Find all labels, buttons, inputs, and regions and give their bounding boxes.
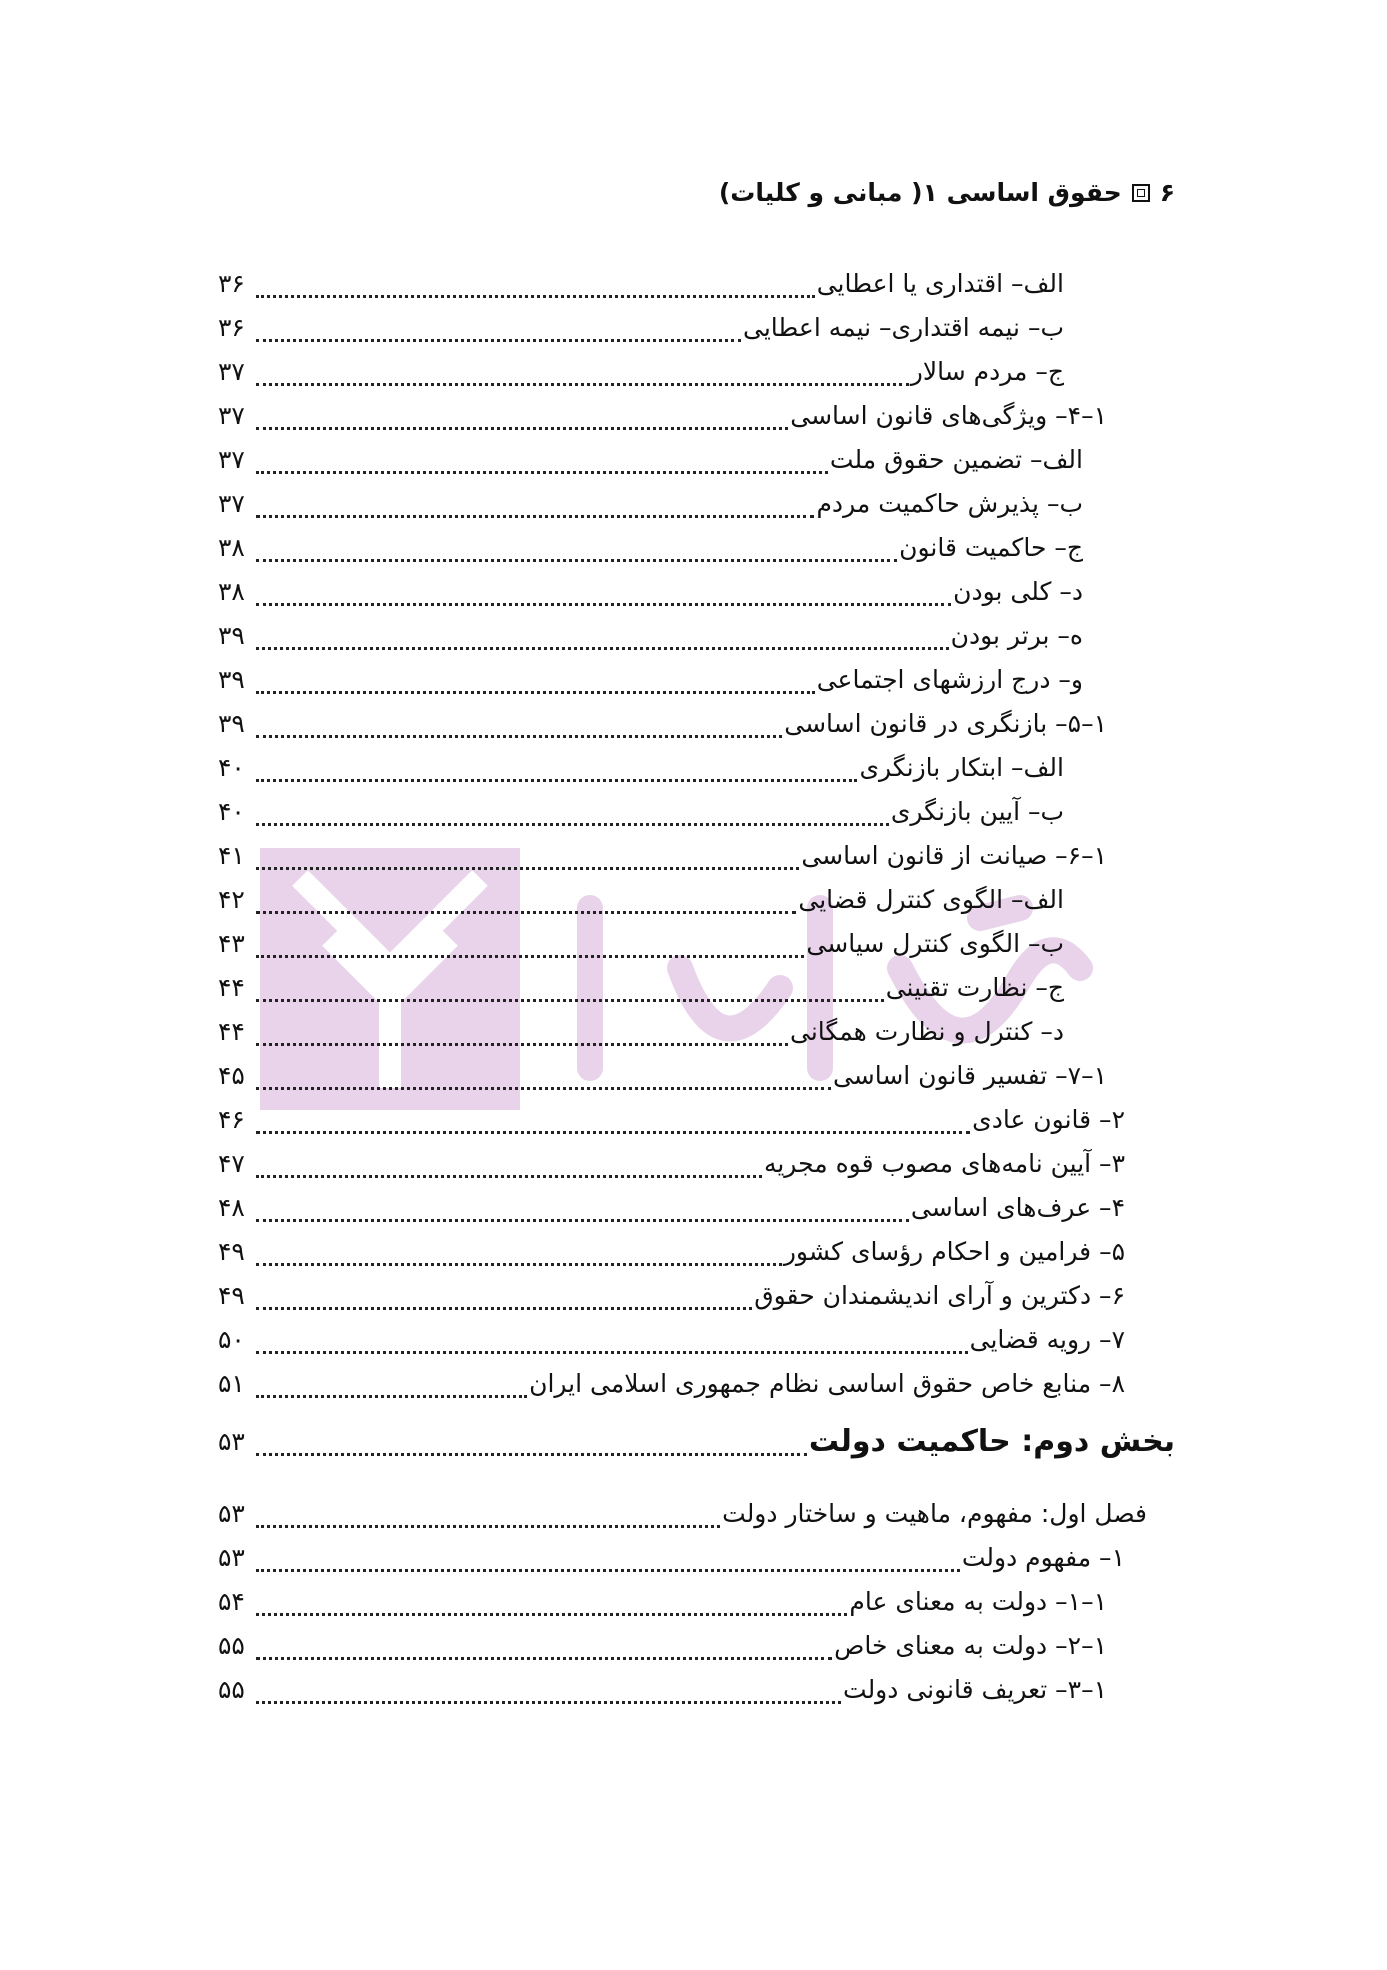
- toc-entry[interactable]: [218, 440, 1083, 480]
- toc-entry[interactable]: [218, 396, 1107, 436]
- toc-entry[interactable]: [218, 264, 1064, 304]
- toc-entry-page: ۳۶: [218, 313, 245, 342]
- toc-entry-title: الف– اقتداری یا اعطایی: [816, 269, 1064, 298]
- toc-entry-page: ۳۷: [218, 401, 245, 430]
- leader-dots: [256, 603, 951, 606]
- leader-dots: [256, 691, 815, 694]
- toc-entry[interactable]: [218, 528, 1083, 568]
- toc-entry[interactable]: [218, 572, 1083, 612]
- toc-entry-title: الف– الگوی کنترل قضایی: [798, 885, 1064, 914]
- toc-entry-title: ه– برتر بودن: [950, 621, 1083, 650]
- toc-entry-title: ۱–۷– تفسیر قانون اساسی: [832, 1061, 1107, 1090]
- leader-dots: [256, 1131, 970, 1134]
- leader-dots: [256, 1657, 832, 1660]
- toc-entry-page: ۴۹: [218, 1281, 245, 1310]
- toc-entry-title: ب– آیین بازنگری: [890, 797, 1064, 826]
- toc-entry-title: بخش دوم: حاکمیت دولت: [808, 1424, 1175, 1459]
- toc-entry-title: ج– مردم سالار: [910, 357, 1064, 386]
- toc-part-heading[interactable]: [218, 1418, 1175, 1466]
- toc-entry[interactable]: [218, 1626, 1107, 1666]
- toc-entry-page: ۴۱: [218, 841, 245, 870]
- toc-entry[interactable]: [218, 660, 1083, 700]
- toc-entry[interactable]: [218, 616, 1083, 656]
- toc-entry-page: ۳۹: [218, 621, 245, 650]
- toc-entry-title: ج– حاکمیت قانون: [899, 533, 1083, 562]
- toc-entry[interactable]: [218, 1364, 1125, 1404]
- running-head: [719, 178, 1175, 207]
- toc-entry-title: ۱–۴– ویژگی‌های قانون اساسی: [790, 401, 1107, 430]
- toc-entry-title: الف– تضمین حقوق ملت: [829, 445, 1083, 474]
- toc-entry[interactable]: [218, 1232, 1125, 1272]
- toc-entry-page: ۵۰: [218, 1325, 245, 1354]
- leader-dots: [256, 1569, 960, 1572]
- toc-entry-title: ب– الگوی کنترل سیاسی: [806, 929, 1064, 958]
- toc-entry-page: ۳۷: [218, 357, 245, 386]
- toc-entry-page: ۴۲: [218, 885, 245, 914]
- toc-entry-title: ۵– فرامین و احکام رؤسای کشور: [783, 1237, 1125, 1266]
- leader-dots: [256, 1351, 968, 1354]
- toc-entry-page: ۵۳: [218, 1543, 245, 1572]
- toc-entry-title: ۴– عرف‌های اساسی: [910, 1193, 1125, 1222]
- square-ornament-icon: [1132, 184, 1150, 202]
- toc-entry-page: ۴۴: [218, 1017, 245, 1046]
- toc-entry-page: ۴۰: [218, 753, 245, 782]
- leader-dots: [256, 647, 949, 650]
- toc-entry-title: ۱– مفهوم دولت: [961, 1543, 1125, 1572]
- toc-entry[interactable]: [218, 880, 1064, 920]
- toc-entry[interactable]: [218, 1582, 1107, 1622]
- toc-entry-title: ۱–۲– دولت به معنای خاص: [834, 1631, 1107, 1660]
- toc-entry-page: ۴۸: [218, 1193, 245, 1222]
- toc-entry-title: ۱–۵– بازنگری در قانون اساسی: [784, 709, 1107, 738]
- leader-dots: [256, 823, 889, 826]
- leader-dots: [256, 1307, 752, 1310]
- leader-dots: [256, 867, 799, 870]
- leader-dots: [256, 295, 815, 298]
- toc-entry-page: ۴۴: [218, 973, 245, 1002]
- toc-entry[interactable]: [218, 484, 1083, 524]
- toc-entry[interactable]: [218, 1538, 1125, 1578]
- toc-entry-page: ۴۰: [218, 797, 245, 826]
- leader-dots: [256, 471, 828, 474]
- toc-entry[interactable]: [218, 924, 1064, 964]
- toc-entry-page: ۵۳: [218, 1427, 245, 1456]
- leader-dots: [256, 1613, 847, 1616]
- leader-dots: [256, 779, 857, 782]
- toc-entry-title: ۱–۳– تعریف قانونی دولت: [843, 1675, 1107, 1704]
- toc-entry-page: ۴۶: [218, 1105, 245, 1134]
- toc-entry-title: د– کنترل و نظارت همگانی: [790, 1017, 1064, 1046]
- toc-entry-title: ۳– آیین نامه‌های مصوب قوه مجریه: [763, 1149, 1125, 1178]
- toc-entry[interactable]: [218, 836, 1107, 876]
- toc-entry-title: د– کلی بودن: [953, 577, 1083, 606]
- toc-entry[interactable]: [218, 1012, 1064, 1052]
- leader-dots: [256, 1219, 909, 1222]
- leader-dots: [256, 955, 804, 958]
- leader-dots: [256, 559, 897, 562]
- leader-dots: [256, 911, 796, 914]
- leader-dots: [256, 383, 909, 386]
- toc-entry-page: ۴۹: [218, 1237, 245, 1266]
- toc-entry-title: ۷– رویه قضایی: [969, 1325, 1125, 1354]
- toc-entry-page: ۳۹: [218, 709, 245, 738]
- toc-entry-title: ۲– قانون عادی: [972, 1105, 1125, 1134]
- toc-entry-page: ۵۳: [218, 1499, 245, 1528]
- toc-entry-title: و– درج ارزشهای اجتماعی: [816, 665, 1083, 694]
- toc-entry-page: ۴۳: [218, 929, 245, 958]
- toc-entry-page: ۴۷: [218, 1149, 245, 1178]
- toc-entry[interactable]: [218, 308, 1064, 348]
- toc-entry-page: ۵۴: [218, 1587, 245, 1616]
- toc-entry[interactable]: [218, 1320, 1125, 1360]
- leader-dots: [256, 515, 814, 518]
- toc-entry-page: ۳۹: [218, 665, 245, 694]
- toc-entry-page: ۳۷: [218, 489, 245, 518]
- leader-dots: [256, 999, 884, 1002]
- toc-entry-title: فصل اول: مفهوم، ماهیت و ساختار دولت: [722, 1499, 1147, 1528]
- page-number: ۶: [1159, 178, 1175, 207]
- toc-entry[interactable]: [218, 1056, 1107, 1096]
- toc-entry-title: ۶– دکترین و آرای اندیشمندان حقوق: [754, 1281, 1125, 1310]
- toc-entry[interactable]: [218, 792, 1064, 832]
- leader-dots: [256, 427, 788, 430]
- toc-entry-title: ۱–۱– دولت به معنای عام: [849, 1587, 1107, 1616]
- toc-entry[interactable]: [218, 748, 1064, 788]
- toc-entry[interactable]: [218, 968, 1064, 1008]
- leader-dots: [256, 1453, 807, 1456]
- toc-entry-title: الف– ابتکار بازنگری: [859, 753, 1064, 782]
- leader-dots: [256, 1263, 782, 1266]
- toc-entry-title: ۱–۶– صیانت از قانون اساسی: [801, 841, 1107, 870]
- toc-entry[interactable]: [218, 1188, 1125, 1228]
- leader-dots: [256, 1087, 831, 1090]
- leader-dots: [256, 1701, 841, 1704]
- toc-entry[interactable]: [218, 1100, 1125, 1140]
- leader-dots: [256, 1395, 527, 1398]
- toc-entry-title: ب– نیمه اقتداری– نیمه اعطایی: [743, 313, 1064, 342]
- toc-entry[interactable]: [218, 1144, 1125, 1184]
- toc-entry-title: ب– پذیرش حاکمیت مردم: [816, 489, 1083, 518]
- toc-entry[interactable]: [218, 352, 1064, 392]
- toc-entry[interactable]: [218, 1494, 1147, 1534]
- toc-entry-page: ۵۵: [218, 1631, 245, 1660]
- toc-entry-page: ۳۷: [218, 445, 245, 474]
- leader-dots: [256, 1525, 720, 1528]
- toc-entry-title: ج– نظارت تقنینی: [885, 973, 1064, 1002]
- leader-dots: [256, 339, 741, 342]
- toc-entry-page: ۴۵: [218, 1061, 245, 1090]
- leader-dots: [256, 1175, 762, 1178]
- toc-entry[interactable]: [218, 1276, 1125, 1316]
- toc-entry[interactable]: [218, 704, 1107, 744]
- leader-dots: [256, 735, 782, 738]
- toc-entry-page: ۳۶: [218, 269, 245, 298]
- toc-entry-page: ۳۸: [218, 533, 245, 562]
- toc-entry-page: ۵۵: [218, 1675, 245, 1704]
- toc-entry[interactable]: [218, 1670, 1107, 1710]
- book-title: حقوق اساسی ۱( مبانی و کلیات): [718, 178, 1122, 207]
- toc-entry-page: ۵۱: [218, 1369, 245, 1398]
- leader-dots: [256, 1043, 788, 1046]
- toc-entry-title: ۸– منابع خاص حقوق اساسی نظام جمهوری اسلامی ایران: [529, 1369, 1125, 1398]
- toc-entry-page: ۳۸: [218, 577, 245, 606]
